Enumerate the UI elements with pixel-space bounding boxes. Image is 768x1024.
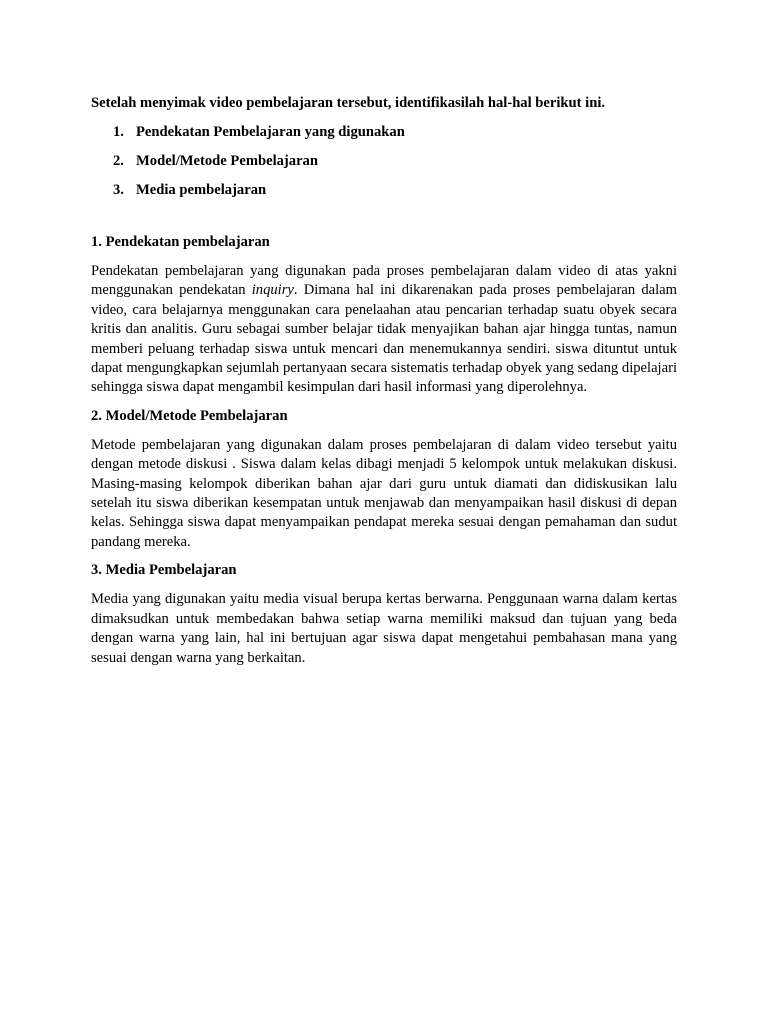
paragraph-italic-term: inquiry [251, 282, 294, 299]
question-text: Model/Metode Pembelajaran [136, 153, 318, 169]
question-item [91, 181, 677, 200]
section-heading: 3. Media Pembelajaran [91, 562, 237, 579]
question-list [91, 123, 677, 200]
section-metode [91, 407, 677, 552]
paragraph-text: Pendekatan pembelajaran yang digunakan pada proses pembelajaran dalam video di atas yakni menggunakan pendekatan [91, 263, 677, 299]
question-text: Pendekatan Pembelajaran yang digunakan [136, 124, 405, 140]
question-number: 2. [113, 153, 124, 169]
section-heading: 1. Pendekatan pembelajaran [91, 234, 270, 250]
section-heading: 2. Model/Metode Pembelajaran [91, 407, 288, 424]
section-pendekatan [91, 233, 677, 398]
question-text: Media pembelajaran [136, 182, 267, 198]
section-media [91, 561, 677, 668]
section-paragraph: Media yang digunakan yaitu media visual berupa kertas berwarna. Penggunaan warna dalam kertas dimaksudkan untuk membedakan bahwa setiap warna memiliki maksud dan tujuan yang beda dengan warna yang lain, hal ini bertujuan agar siswa dapat mengetahui pembahasan mana yang sesuai dengan warna yang berkaitan. [91, 591, 677, 666]
intro-instruction: Setelah menyimak video pembelajaran tersebut, identifikasilah hal-hal berikut ini. [91, 95, 606, 111]
section-paragraph [91, 262, 677, 398]
section-paragraph: Metode pembelajaran yang digunakan dalam proses pembelajaran di dalam video tersebut yaitu dengan metode diskusi . Siswa dalam kelas dibagi menjadi 5 kelompok untuk melakukan diskusi. Masing-masing kelompok diberikan bahan ajar dari guru untuk diamati dan didiskusikan lalu setelah itu siswa diberikan kesempatan untuk menjawab dan menyampaikan hasil diskusi di depan kelas. Sehingga siswa dapat menyampaikan pendapat mereka sesuai dengan pemahaman dan sudut pandang mereka. [91, 436, 677, 550]
question-number: 1. [113, 124, 124, 140]
question-item [91, 152, 677, 171]
paragraph-text: . Dimana hal ini dikarenakan pada proses pembelajaran dalam video, cara belajarnya menggunakan cara penelaahan atau pencarian terhadap suatu obyek secara kritis dan analitis. Guru sebagai sumber belajar tidak menyajikan bahan ajar hingga tuntas, namun memberi peluang terhadap siswa untuk mencari dan menemukannya sendiri. siswa dituntut untuk dapat mengungkapkan sejumlah pertanyaan secara sistematis terhadap obyek yang sedang dipelajari sehingga siswa dapat mengambil kesimpulan dari hasil informasi yang diperolehnya. [91, 282, 677, 396]
question-item [91, 123, 677, 142]
question-number: 3. [113, 182, 124, 198]
